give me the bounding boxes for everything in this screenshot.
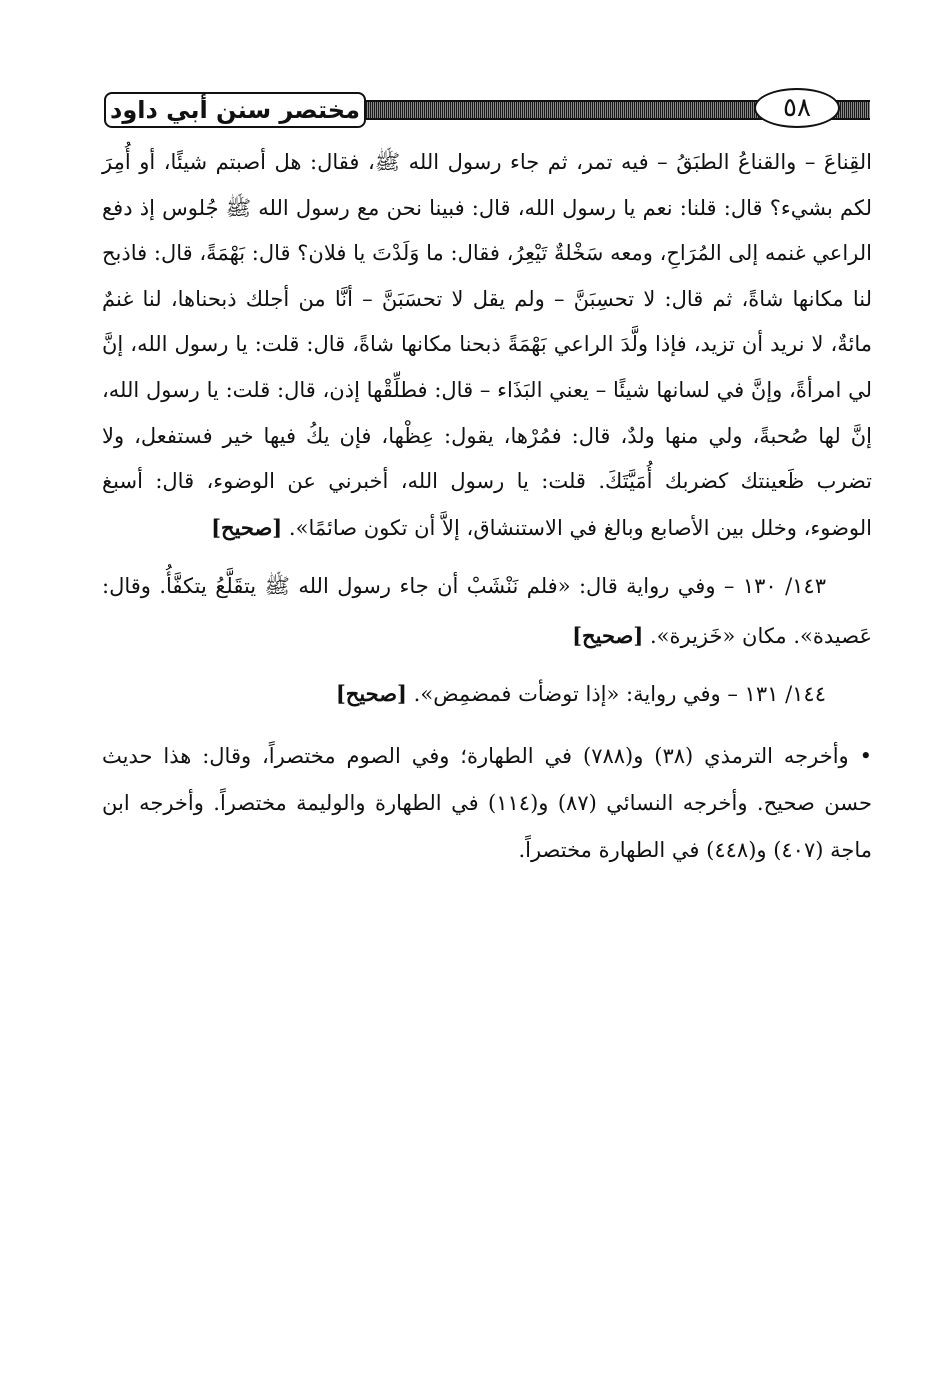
narration-143 <box>102 561 872 661</box>
narration-144-text: ١٤٤/ ١٣١ – وفي رواية: «إذا توضأت فمضمِض». <box>413 682 826 707</box>
hadith-paragraph <box>102 140 872 551</box>
page-body <box>102 140 872 874</box>
book-title-frame <box>104 92 366 128</box>
narration-143-grade: [صحيح] <box>572 623 644 649</box>
book-title: مختصر سنن أبي داود <box>110 96 360 124</box>
page-number: ٥٨ <box>783 93 811 123</box>
hadith-grade: [صحيح] <box>211 514 283 540</box>
hadith-text: القِناعَ – والقناعُ الطبَقُ – فيه تمر، ثم جاء رسول الله ﷺ، فقال: هل أصبتم شيئًا، أو أُمِرَ لكم بشيء؟ قال: قلنا: نعم يا رسول الله، قال: فبينا نحن مع رسول الله ﷺ جُلوس إذ دفع الراعي غنمه إلى المُرَاحِ، ومعه سَخْلةٌ تَيْعِرُ، فقال: ما وَلَدْتَ يا فلان؟ قال: بَهْمَةً، قال: فاذبح لنا مكانها شاةً، ثم قال: لا تحسِبَنَّ – ولم يقل لا تحسَبَنَّ – أنَّا من أجلك ذبحناها، لنا غنمٌ مائةٌ، لا نريد أن تزيد، فإذا ولَّدَ الراعي بَهْمَةً ذبحنا مكانها شاةً، قال: قلت: يا رسول الله، إنَّ لي امرأةً، وإنَّ في لسانها شيئًا – يعني البَذَاء – قال: فطلِّقْها إذن، قال: قلت: يا رسول الله، إنَّ لها صُحبةً، ولي منها ولدٌ، قال: فمُرْها، يقول: عِظْها، فإن يكُ فيها خير فستفعل، ولا تضرب ظَعينتك كضربك أُمَيَّتَكَ. قلت: يا رسول الله، أخبرني عن الوضوء، قال: أسبغ الوضوء، وخلل بين الأصابع وبالغ في الاستنشاق، إلاَّ أن تكون صائمًا». <box>102 150 872 540</box>
page-number-oval <box>754 88 840 128</box>
narration-144-grade: [صحيح] <box>335 681 407 707</box>
page-header <box>104 88 870 128</box>
takhrij-note: • وأخرجه الترمذي (٣٨) و(٧٨٨) في الطهارة؛ وفي الصوم مختصراً، وقال: هذا حديث حسن صحيح. وأخرجه النسائي (٨٧) و(١١٤) في الطهارة والوليمة مختصراً. وأخرجه ابن ماجة (٤٠٧) و(٤٤٨) في الطهارة مختصراً. <box>102 744 872 863</box>
narration-144 <box>102 669 872 719</box>
narration-143-text: ١٤٣/ ١٣٠ – وفي رواية قال: «فلم نَنْشَبْ أن جاء رسول الله ﷺ يتقَلَّعُ يتكفَّأُ. وقال: عَصيدة». مكان «خَزيرة». <box>102 574 872 649</box>
